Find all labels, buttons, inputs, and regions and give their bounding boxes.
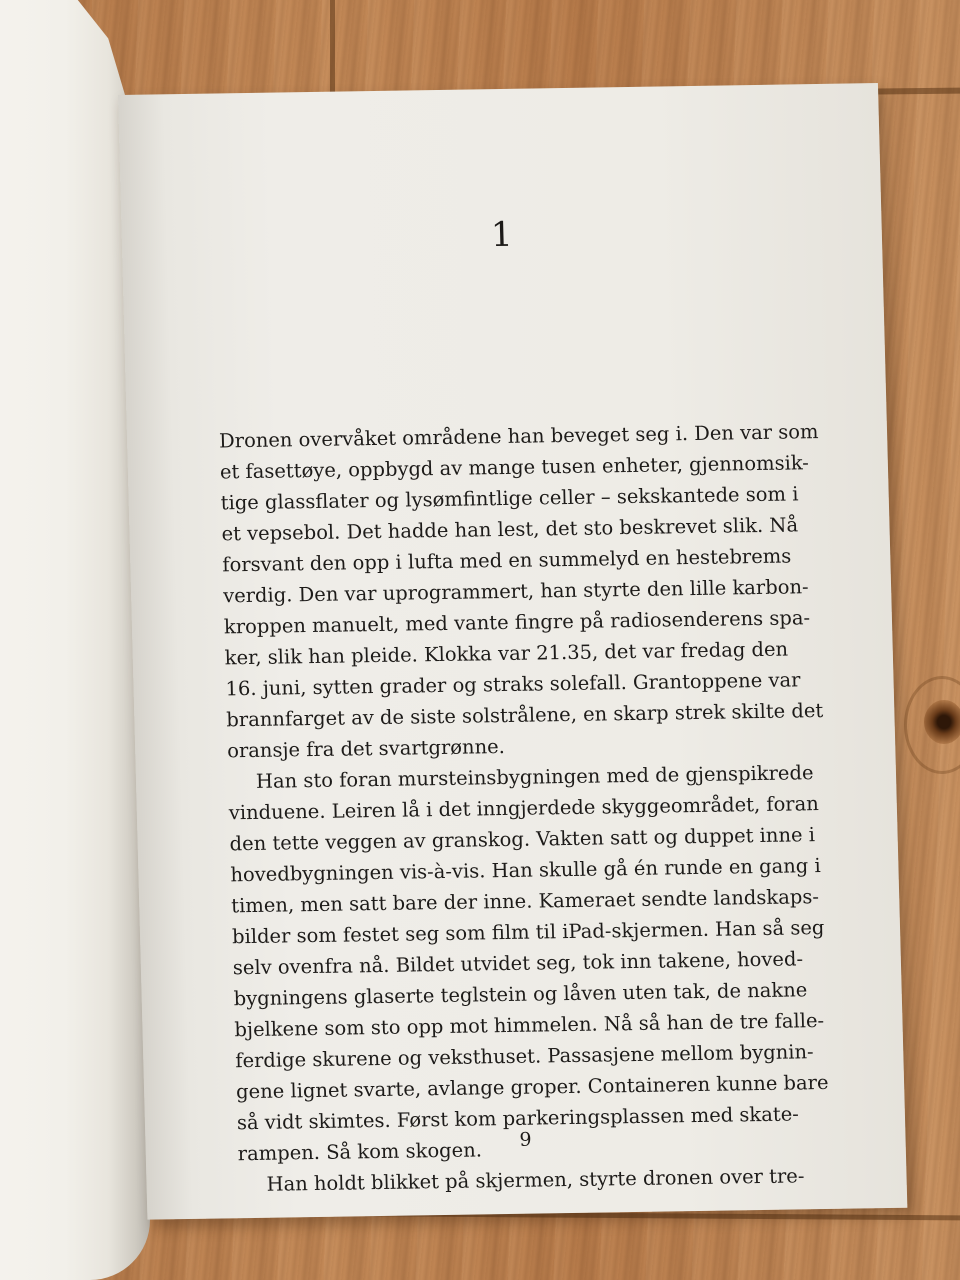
floor-plank-gap [330,0,335,100]
right-page [118,83,907,1220]
text-line: hovedbygningen vis-à-vis. Han skulle gå én runde en gang i [230,854,821,887]
text-line: bygningens glaserte teglstein og låven uten tak, de nakne [233,978,808,1011]
text-line: forsvant den opp i lufta med en summelyd en hestebrems [222,544,792,577]
text-line: Han holdt blikket på skjermen, styrte dronen over tre- [266,1164,805,1196]
chapter-number: 1 [490,214,514,256]
text-line: Dronen overvåket områdene han beveget seg i. Den var som [218,420,819,453]
text-line: så vidt skimtes. Først kom parkeringsplassen med skate- [236,1102,800,1135]
text-line: den tette veggen av granskog. Vakten satt og duppet inne i [229,823,816,856]
text-line: rampen. Så kom skogen. [237,1138,483,1166]
text-line: oransje fra det svartgrønne. [226,735,506,763]
text-line: selv ovenfra nå. Bildet utvidet seg, tok inn takene, hoved- [232,947,804,980]
text-line: Han sto foran mursteinsbygningen med de gjenspikrede [255,761,814,793]
text-line: et fasettøye, oppbygd av mange tusen enheter, gjennomsik- [219,451,810,484]
paragraph [218,417,824,767]
text-line: 16. juni, sytten grader og straks solefall. Grantoppene var [225,668,801,701]
text-line: gene lignet svarte, avlange groper. Containeren kunne bare [235,1070,829,1104]
body-text [218,417,829,1201]
text-line: tige glassflater og lysømfintlige celler – sekskantede som i [220,482,799,515]
text-line: kroppen manuelt, med vante fingre på radiosenderens spa- [223,606,811,639]
text-line: timen, men satt bare der inne. Kameraet sendte landskaps- [230,885,820,918]
text-line: bjelkene som sto opp mot himmelen. Nå så han de tre falle- [234,1009,825,1042]
text-line: bilder som festet seg som film til iPad-skjermen. Han så seg [231,916,825,949]
text-line: verdig. Den var uprogrammert, han styrte den lille karbon- [222,575,809,608]
text-line: et vepsebol. Det hadde han lest, det sto beskrevet slik. Nå [221,513,799,546]
wood-knot [924,700,960,744]
paragraph [228,758,829,1170]
page-number: 9 [519,1128,532,1151]
text-line: ferdige skurene og veksthuset. Passasjene mellom bygnin- [235,1040,814,1073]
text-line: brannfarget av de siste solstrålene, en skarp strek skilte det [226,699,824,732]
text-line: vinduene. Leiren lå i det inngjerdede skyggeområdet, foran [228,792,820,825]
text-line: ker, slik han pleide. Klokka var 21.35, det var fredag den [224,637,789,670]
